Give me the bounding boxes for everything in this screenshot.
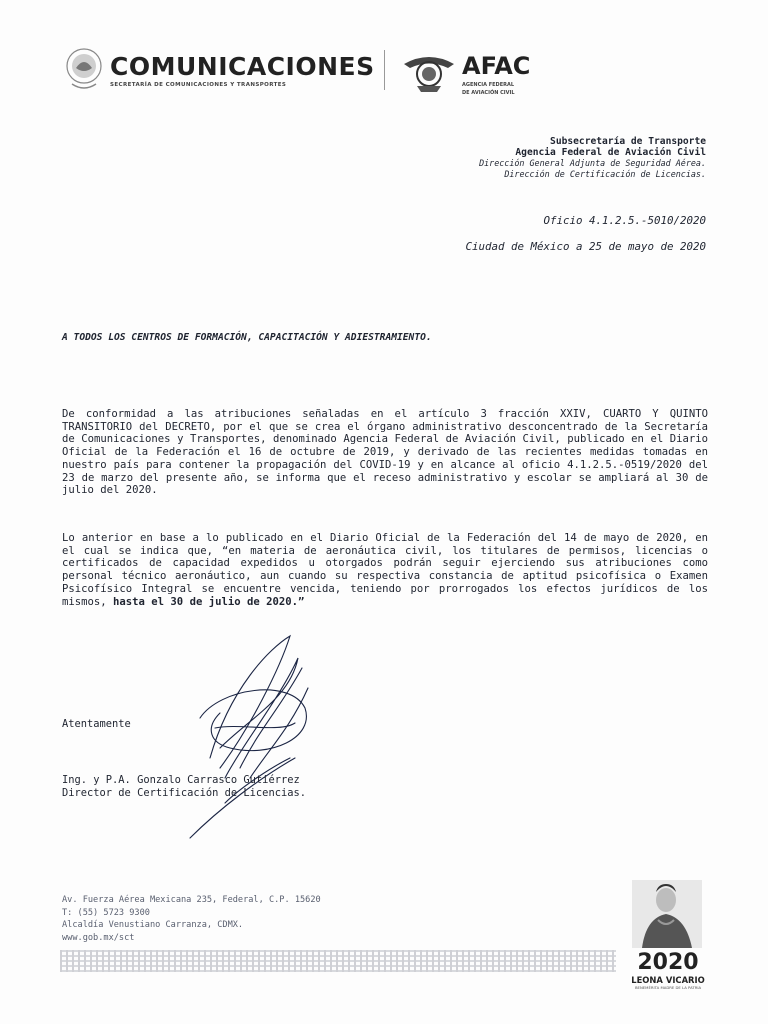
- afac-brand-subtitle-1: AGENCIA FEDERAL: [462, 82, 515, 88]
- paragraph-2-bold: hasta el 30 de julio de 2020.”: [113, 595, 305, 608]
- addressee: A TODOS LOS CENTROS DE FORMACIÓN, CAPACITACIÓN Y ADIESTRAMIENTO.: [62, 332, 432, 343]
- footer-address: [62, 894, 321, 944]
- afac-brand: [462, 52, 530, 96]
- sct-brand: [110, 52, 375, 88]
- sender-line-2: Agencia Federal de Aviación Civil: [515, 147, 706, 158]
- signer-title: Director de Certificación de Licencias.: [62, 786, 306, 799]
- badge-year: 2020: [637, 950, 699, 975]
- paragraph-2: [62, 532, 708, 608]
- handwritten-signature: [180, 628, 330, 846]
- sender-line-3: Dirección General Adjunta de Seguridad Aérea.: [479, 158, 706, 168]
- badge-name: LEONA VICARIO: [631, 975, 705, 985]
- sender-line-4: Dirección de Certificación de Licencias.: [504, 169, 706, 179]
- paragraph-1: De conformidad a las atribuciones señaladas en el artículo 3 fracción XXIV, CUARTO Y QUINTO TRANSITORIO del DECRETO, por el que se crea el órgano administrativo desconcentrado de la Secretaría de Comunicaciones y Transportes, denominado Agencia Federal de Aviación Civil, publicado en el Diario Oficial de la Federación el 16 de octubre de 2019, y derivado de las recientes medidas tomadas en nuestro país para contener la propagación del COVID-19 y en alcance al oficio 4.1.2.5.-0519/2020 del 23 de marzo del presente año, se informa que el receso administrativo y escolar se ampliará al 30 de julio del 2020.: [62, 408, 708, 497]
- afac-brand-subtitle-2: DE AVIACIÓN CIVIL: [462, 90, 515, 96]
- afac-emblem-icon: [402, 50, 456, 94]
- sct-brand-subtitle: SECRETARÍA DE COMUNICACIONES Y TRANSPORTES: [110, 82, 287, 88]
- sct-brand-title: COMUNICACIONES: [110, 52, 375, 81]
- signer-name: Ing. y P.A. Gonzalo Carrasco Gutiérrez: [62, 774, 300, 786]
- leona-vicario-portrait-icon: [632, 880, 702, 948]
- afac-brand-title: AFAC: [462, 52, 531, 80]
- header-divider: [384, 50, 385, 90]
- footer-alcaldia: Alcaldía Venustiano Carranza, CDMX.: [62, 920, 244, 931]
- footer-phone: T: (55) 5723 9300: [62, 907, 150, 918]
- oficio-number: Oficio 4.1.2.5.-5010/2020: [543, 214, 706, 227]
- mexico-coat-of-arms-icon: [64, 44, 104, 94]
- decorative-border: [60, 950, 616, 972]
- sender-block: [479, 136, 706, 180]
- closing: Atentamente: [62, 718, 131, 730]
- signer-block: [62, 774, 306, 799]
- paragraph-2-text: Lo anterior en base a lo publicado en el Diario Oficial de la Federación del 14 de mayo de 2020, en el cual se indica que, “en materia de aeronáutica civil, los titulares de permisos, licencias o certificados de capacidad expedidos u otorgados podrán seguir ejerciendo sus atribuciones como personal técnico aeronáutico, aun cuando su respectiva constancia de aptitud psicofísica o Examen Psicofísico Integral se encuentre vencida, teniendo por prorrogados los efectos jurídicos de los mismos,: [62, 532, 708, 608]
- footer-street: Av. Fuerza Aérea Mexicana 235, Federal, C.P. 15620: [62, 895, 321, 905]
- date-line: Ciudad de México a 25 de mayo de 2020: [465, 240, 706, 253]
- sender-line-1: Subsecretaría de Transporte: [550, 136, 706, 147]
- footer-web[interactable]: www.gob.mx/sct: [62, 932, 135, 943]
- badge-subtitle: BENEMÉRITA MADRE DE LA PATRIA: [634, 985, 702, 990]
